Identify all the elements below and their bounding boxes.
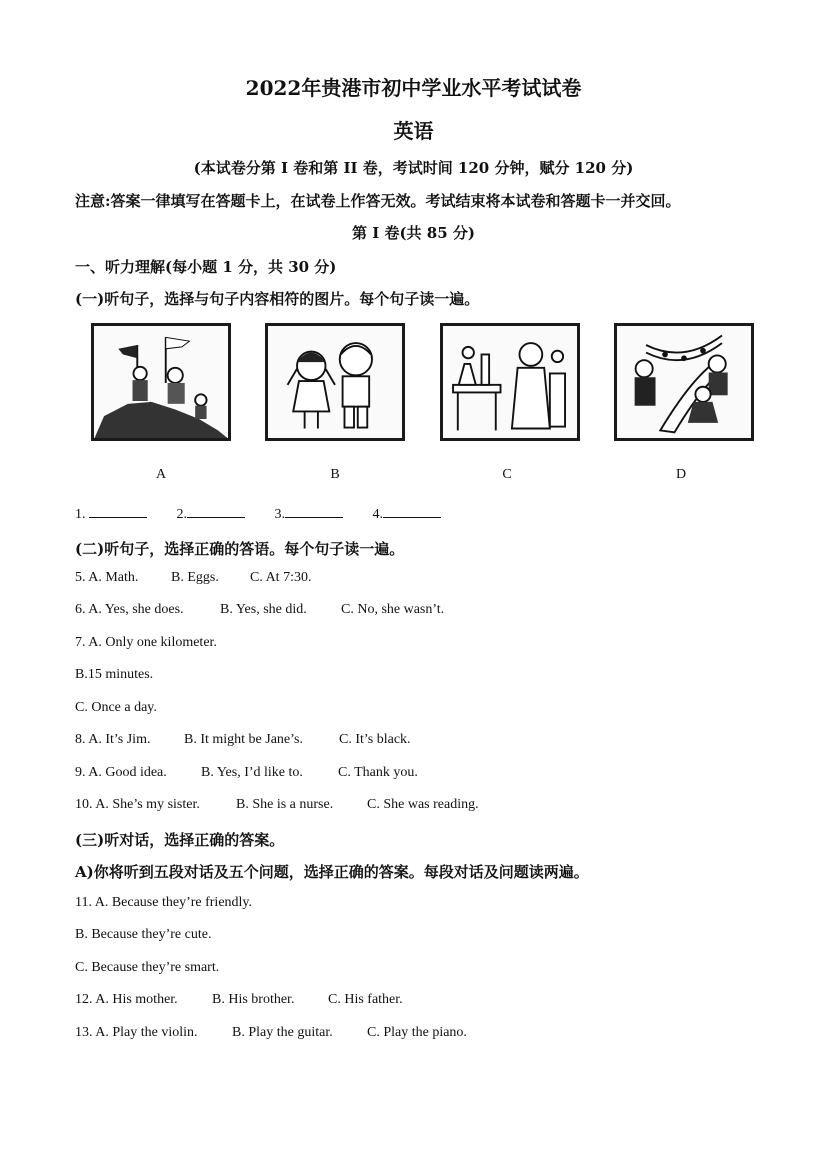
picture-label-c: C	[502, 467, 512, 482]
musicians-piano-icon	[614, 323, 754, 441]
q7-option-a: 7. A. Only one kilometer.	[75, 635, 217, 650]
picture-label-a: A	[155, 467, 167, 482]
q6-option-b: B. Yes, she did.	[220, 602, 307, 617]
question-9	[75, 765, 418, 781]
question-10	[75, 797, 479, 813]
q8-option-c: C. It’s black.	[339, 732, 411, 747]
q10-option-c: C. She was reading.	[367, 797, 479, 812]
two-children-icon	[265, 323, 405, 441]
answer-blank-1[interactable]: 1.	[75, 505, 147, 523]
q5-option-a: 5. A. Math.	[75, 570, 139, 585]
q9-option-b: B. Yes, I’d like to.	[201, 765, 303, 780]
question-8	[75, 732, 411, 748]
q5-option-c: C. At 7:30.	[250, 570, 312, 585]
q12-option-c: C. His father.	[328, 992, 403, 1007]
question-12	[75, 992, 403, 1008]
subsection-3-part-a: A)你将听到五段对话及五个问题，选择正确的答案。每段对话及问题读两遍。	[75, 863, 589, 881]
q10-option-b: B. She is a nurse.	[236, 797, 334, 812]
subsection-3-heading: (三)听对话，选择正确的答案。	[75, 831, 285, 849]
subsection-1-heading: (一)听句子，选择与句子内容相符的图片。每个句子读一遍。	[75, 290, 480, 308]
q12-option-b: B. His brother.	[212, 992, 295, 1007]
answer-blank-4[interactable]: 4.	[373, 505, 442, 523]
q6-option-a: 6. A. Yes, she does.	[75, 602, 184, 617]
q11-option-b: B. Because they’re cute.	[75, 927, 212, 942]
q8-option-b: B. It might be Jane’s.	[184, 732, 303, 747]
climbers-with-flags-icon	[91, 323, 231, 441]
q5-option-b: B. Eggs.	[171, 570, 219, 585]
part-title: 第 I 卷(共 85 分)	[352, 224, 475, 242]
question-5	[75, 570, 311, 586]
picture-label-b: B	[330, 467, 340, 482]
q7-option-c: C. Once a day.	[75, 700, 157, 715]
exam-subtitle: (本试卷分第 I 卷和第 II 卷，考试时间 120 分钟，赋分 120 分)	[193, 159, 634, 177]
question-6	[75, 602, 444, 618]
question-13	[75, 1025, 467, 1041]
exam-notice: 注意:答案一律填写在答题卡上，在试卷上作答无效。考试结束将本试卷和答题卡一并交回。	[75, 192, 681, 210]
q7-option-b: B.15 minutes.	[75, 667, 154, 682]
q10-option-a: 10. A. She’s my sister.	[75, 797, 200, 812]
q12-option-a: 12. A. His mother.	[75, 992, 178, 1007]
q11-option-a: 11. A. Because they’re friendly.	[75, 895, 253, 910]
picture-label-d: D	[675, 467, 687, 482]
scientist-lab-icon	[440, 323, 580, 441]
q11-option-c: C. Because they’re smart.	[75, 960, 220, 975]
exam-subject: 英语	[393, 119, 434, 143]
q13-option-a: 13. A. Play the violin.	[75, 1025, 198, 1040]
answer-blank-2[interactable]: 2.	[177, 505, 246, 523]
answer-blanks-row	[75, 505, 467, 523]
q6-option-c: C. No, she wasn’t.	[341, 602, 445, 617]
q13-option-c: C. Play the piano.	[367, 1025, 467, 1040]
q8-option-a: 8. A. It’s Jim.	[75, 732, 151, 747]
q9-option-a: 9. A. Good idea.	[75, 765, 167, 780]
exam-title: 2022年贵港市初中学业水平考试试卷	[245, 76, 582, 100]
q13-option-b: B. Play the guitar.	[232, 1025, 333, 1040]
q9-option-c: C. Thank you.	[338, 765, 418, 780]
subsection-2-heading: (二)听句子，选择正确的答语。每个句子读一遍。	[75, 540, 405, 558]
answer-blank-3[interactable]: 3.	[275, 505, 344, 523]
section-heading: 一、听力理解(每小题 1 分，共 30 分)	[75, 258, 337, 276]
